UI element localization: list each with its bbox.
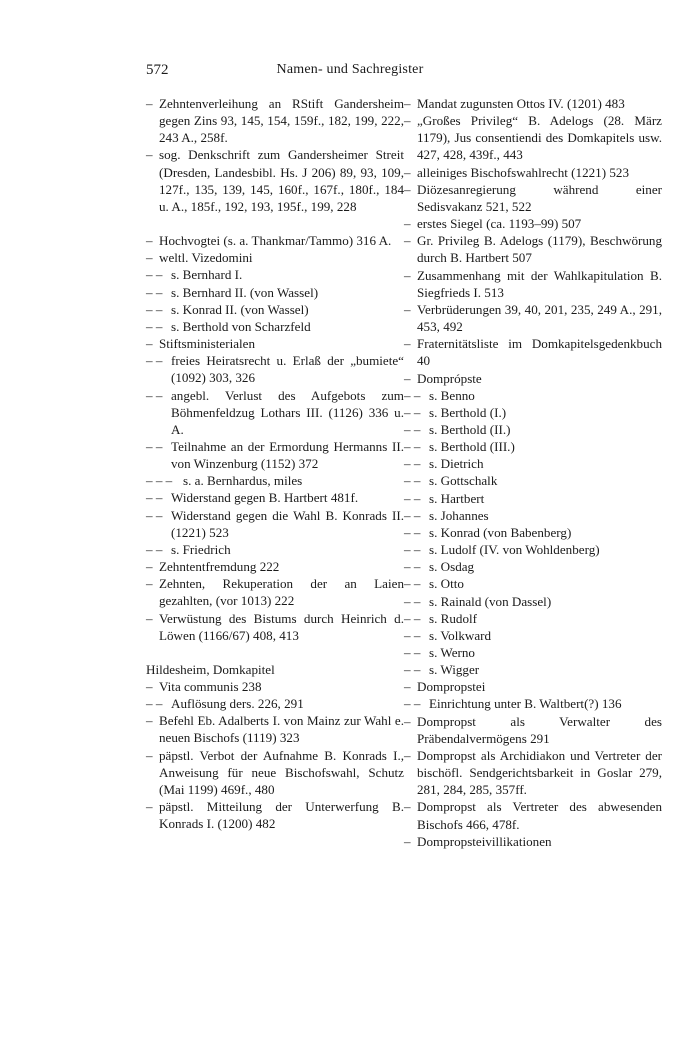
entry-text: s. Wigger	[429, 662, 480, 678]
index-entry	[404, 95, 662, 112]
entry-dash: –	[146, 576, 153, 592]
entry-dash: –	[404, 164, 411, 180]
index-entry	[404, 404, 662, 421]
entry-dash: – –	[404, 490, 421, 506]
entry-dash: – –	[146, 507, 163, 523]
index-entry	[404, 678, 662, 695]
index-entry	[146, 489, 404, 506]
index-entry	[146, 472, 404, 489]
entry-text: angebl. Verlust des Aufgebots zum Böhmenfeldzug Lothars III. (1126) 336 u. A.	[171, 387, 404, 437]
entry-dash: –	[404, 799, 411, 815]
page-number: 572	[146, 62, 169, 78]
index-entry	[404, 713, 662, 747]
index-entry	[146, 712, 404, 746]
entry-text: s. Konrad II. (von Wassel)	[171, 301, 309, 317]
entry-text: Fraternitätsliste im Domkapitelsgedenkbuch 40	[417, 336, 662, 369]
index-entry	[404, 798, 662, 832]
entry-text: Widerstand gegen B. Hartbert 481f.	[171, 490, 359, 506]
index-entry	[146, 798, 404, 832]
entry-dash: –	[404, 747, 411, 763]
entry-text: s. Otto	[429, 576, 464, 592]
entry-dash: –	[146, 679, 153, 694]
entry-text: s. Konrad (von Babenberg)	[429, 524, 572, 540]
entry-dash: – –	[404, 559, 421, 575]
entry-dash: – –	[146, 353, 163, 369]
entry-dash: – –	[404, 524, 421, 540]
entry-dash: –	[146, 96, 153, 111]
index-entry	[404, 593, 662, 610]
entry-dash: – –	[404, 404, 421, 420]
entry-text: Diözesanregierung während einer Sedisvakanz 521, 522	[417, 181, 662, 214]
entry-dash: – –	[146, 696, 163, 712]
entry-text: Einrichtung unter B. Waltbert(?) 136	[429, 696, 622, 712]
entry-text: Dompropst als Archidiakon und Vertreter der bischöfl. Sendgerichtsbarkeit in Goslar 279, 281, 284, 285, 357ff.	[417, 747, 662, 798]
entry-text: Gr. Privileg B. Adelogs (1179), Beschwörung durch B. Hartbert 507	[417, 233, 662, 266]
entry-text: s. Volkward	[429, 627, 492, 643]
index-entry	[146, 678, 404, 695]
index-entry	[404, 232, 662, 266]
entry-dash: –	[146, 147, 153, 163]
entry-dash: –	[404, 113, 411, 129]
entry-text: Verbrüderungen 39, 40, 201, 235, 249 A., 291, 453, 492	[417, 301, 662, 335]
index-entry	[404, 695, 662, 712]
index-entry	[404, 490, 662, 507]
index-entry	[404, 455, 662, 472]
index-entry	[404, 112, 662, 163]
entry-dash: –	[404, 181, 411, 197]
index-entry	[146, 146, 404, 215]
index-entry	[404, 387, 662, 404]
index-entry	[404, 335, 662, 369]
entry-dash: – –	[146, 267, 163, 283]
entry-dash: – –	[404, 387, 421, 403]
index-entry	[146, 232, 404, 249]
index-entry	[404, 267, 662, 301]
entry-text: s. Bernhard I.	[171, 267, 243, 283]
index-entry	[146, 352, 404, 386]
entry-dash: – –	[404, 507, 421, 523]
entry-dash: –	[404, 301, 411, 317]
entry-text: Dompropst als Verwalter des Präbendalvermögens 291	[417, 713, 662, 746]
index-entry	[404, 507, 662, 524]
entry-dash: –	[404, 713, 411, 729]
index-entry	[404, 644, 662, 661]
entry-text: Befehl Eb. Adalberts I. von Mainz zur Wahl e. neuen Bischofs (1119) 323	[159, 713, 404, 746]
index-entry	[146, 747, 404, 798]
entry-dash: – –	[404, 473, 421, 489]
entry-text: s. Bernhard II. (von Wassel)	[171, 284, 319, 300]
entry-text: s. Hartbert	[429, 490, 485, 506]
index-entry	[146, 575, 404, 609]
entry-text: s. Rainald (von Dassel)	[429, 593, 552, 609]
index-entry	[146, 610, 404, 644]
index-entry	[404, 833, 662, 850]
entry-text: alleiniges Bischofswahlrecht (1221) 523	[417, 164, 629, 180]
entry-gap	[146, 644, 404, 661]
index-entry	[404, 627, 662, 644]
entry-text: Mandat zugunsten Ottos IV. (1201) 483	[417, 96, 625, 111]
entry-dash: – –	[146, 438, 163, 454]
entry-dash: – –	[146, 490, 163, 506]
entry-text: s. Gottschalk	[429, 473, 498, 489]
entry-text: weltl. Vizedomini	[159, 250, 253, 266]
entry-dash: –	[146, 233, 153, 249]
entry-text: Hochvogtei (s. a. Thankmar/Tammo) 316 A.	[159, 233, 392, 249]
index-entry	[146, 387, 404, 438]
index-entry	[404, 661, 662, 678]
entry-text: Vita communis 238	[159, 679, 262, 694]
entry-dash: – –	[146, 387, 163, 403]
entry-text: Verwüstung des Bistums durch Heinrich d. Löwen (1166/67) 408, 413	[159, 610, 404, 643]
entry-text: s. Rudolf	[429, 610, 478, 626]
entry-dash: – –	[146, 301, 163, 317]
entry-text: Auflösung ders. 226, 291	[171, 696, 304, 712]
entry-dash: –	[404, 370, 411, 386]
index-entry	[404, 164, 662, 181]
entry-text: s. Benno	[429, 387, 475, 403]
entry-dash: – –	[404, 610, 421, 626]
entry-dash: –	[404, 96, 411, 111]
right-column	[404, 95, 662, 850]
index-entry	[146, 507, 404, 541]
index-entry	[404, 370, 662, 387]
entry-text: päpstl. Mitteilung der Unterwerfung B. Konrads I. (1200) 482	[159, 799, 404, 832]
entry-dash: –	[404, 679, 411, 695]
entry-gap	[146, 215, 404, 232]
entry-dash: – –	[404, 645, 421, 660]
entry-dash: –	[146, 747, 153, 763]
entry-text: s. Berthold (III.)	[429, 439, 515, 455]
index-entry	[404, 558, 662, 575]
index-entry	[404, 747, 662, 798]
index-entry	[146, 284, 404, 301]
entry-text: s. Friedrich	[171, 541, 231, 557]
entry-text: s. Berthold (I.)	[429, 404, 507, 420]
entry-dash: –	[146, 336, 153, 352]
entry-dash: – –	[146, 284, 163, 300]
entry-text: Dompropstei	[417, 679, 486, 695]
entry-dash: –	[146, 713, 153, 729]
entry-dash: – – –	[146, 473, 173, 489]
index-entry	[404, 181, 662, 215]
index-entry	[404, 575, 662, 592]
entry-text: s. Berthold von Scharzfeld	[171, 318, 311, 334]
index-entry	[404, 421, 662, 438]
index-entry	[404, 524, 662, 541]
index-entry	[404, 438, 662, 455]
entry-text: Zehntenverleihung an RStift Gandersheim gegen Zins 93, 145, 154, 159f., 182, 199, 222, 243 A., 258f.	[159, 96, 404, 146]
entry-text: Domprópste	[417, 370, 482, 386]
index-entry	[146, 249, 404, 266]
entry-text: s. Werno	[429, 645, 475, 660]
index-entry	[146, 301, 404, 318]
index-entry	[146, 318, 404, 335]
entry-dash: – –	[404, 576, 421, 592]
entry-text: Dompropsteivillikationen	[417, 833, 552, 849]
entry-dash: –	[404, 233, 411, 249]
entry-dash: – –	[404, 696, 421, 712]
running-head: Namen- und Sachregister	[276, 62, 424, 77]
left-column	[146, 95, 404, 832]
entry-dash: –	[404, 336, 411, 352]
index-entry	[146, 558, 404, 575]
entry-text: sog. Denkschrift zum Gandersheimer Streit (Dresden, Landesbibl. Hs. J 206) 89, 93, 109, 127f., 135, 139, 145, 160f., 167f., 180f., 184 u. A., 185f., 192, 193, 195f., 199, 228	[159, 147, 404, 214]
entry-dash: – –	[404, 542, 421, 558]
index-entry	[404, 301, 662, 335]
entry-text: „Großes Privileg“ B. Adelogs (28. März 1179), Jus consentiendi des Domkapitels usw. 427, 428, 439f., 443	[417, 113, 662, 163]
index-entry	[146, 335, 404, 352]
entry-text: Dompropst als Vertreter des abwesenden Bischofs 466, 478f.	[417, 799, 662, 832]
index-entry	[404, 472, 662, 489]
entry-text: s. Johannes	[429, 507, 489, 523]
entry-text: s. Berthold (II.)	[429, 421, 511, 437]
entry-dash: –	[146, 559, 153, 575]
entry-text: päpstl. Verbot der Aufnahme B. Konrads I., Anweisung für neue Bischofswahl, Schutz (Mai 1199) 469f., 480	[159, 747, 404, 797]
entry-text: Teilnahme an der Ermordung Hermanns II. von Winzenburg (1152) 372	[171, 438, 404, 472]
entry-text: Zehnten, Rekuperation der an Laien gezahlten, (vor 1013) 222	[159, 576, 404, 609]
index-entry	[146, 695, 404, 712]
entry-text: Zusammenhang mit der Wahlkapitulation B. Siegfrieds I. 513	[417, 267, 662, 300]
entry-dash: –	[404, 267, 411, 283]
index-entry	[146, 266, 404, 283]
index-entry	[146, 661, 404, 678]
entry-text: Widerstand gegen die Wahl B. Konrads II. (1221) 523	[171, 507, 404, 540]
entry-text: Stiftsministerialen	[159, 336, 256, 352]
entry-dash: –	[404, 216, 411, 232]
index-entry	[404, 610, 662, 627]
entry-dash: –	[146, 799, 153, 815]
entry-dash: – –	[404, 456, 421, 472]
entry-text: Zehntentfremdung 222	[159, 559, 280, 575]
entry-dash: –	[404, 833, 411, 849]
entry-text: s. Ludolf (IV. von Wohldenberg)	[429, 542, 600, 558]
entry-text: erstes Siegel (ca. 1193–99) 507	[417, 216, 582, 232]
entry-dash: – –	[146, 541, 163, 557]
entry-dash: –	[146, 610, 153, 626]
index-entry	[404, 215, 662, 232]
index-entry	[404, 541, 662, 558]
entry-dash: – –	[404, 439, 421, 455]
entry-dash: – –	[404, 593, 421, 609]
entry-dash: –	[146, 250, 153, 266]
entry-text: s. a. Bernhardus, miles	[183, 473, 303, 489]
entry-dash: – –	[146, 318, 163, 334]
entry-text: freies Heiratsrecht u. Erlaß der „bumiete“ (1092) 303, 326	[171, 353, 404, 386]
index-entry	[146, 438, 404, 472]
entry-text: s. Osdag	[429, 559, 475, 575]
index-entry	[146, 541, 404, 558]
entry-dash: – –	[404, 627, 421, 643]
entry-dash: – –	[404, 662, 421, 678]
entry-dash: – –	[404, 421, 421, 437]
index-heading: Hildesheim, Domkapitel	[146, 661, 275, 677]
entry-text: s. Dietrich	[429, 456, 484, 472]
index-entry	[146, 95, 404, 146]
